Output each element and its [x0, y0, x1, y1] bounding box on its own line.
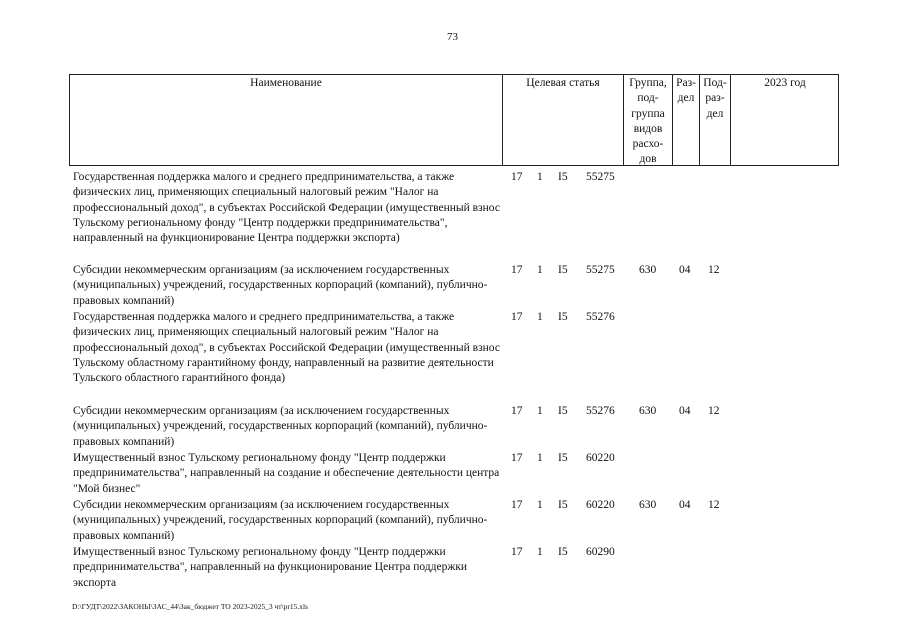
target-code-project: I5: [558, 311, 568, 323]
target-code-direction: 55276: [586, 405, 615, 417]
subsection-code: 12: [708, 264, 720, 276]
subsection-code: 12: [708, 499, 720, 511]
target-code-direction: 55275: [586, 264, 615, 276]
section-code: 04: [679, 405, 691, 417]
target-code-subprogram: 1: [537, 452, 543, 464]
header-subsection: [700, 76, 730, 122]
target-code-program: 17: [511, 452, 523, 464]
row-name: Государственная поддержка малого и среднего предпринимательства, а также физических лиц, применяющих специальный налоговый режим "Налог на профессиональный доход", в субъектах Российской Федерации (имущественный взнос Тульскому региональному фонду "Центр поддержки предпринимательства", направленный на функционирование Центра поддержки экспорта): [73, 171, 500, 245]
target-code-direction: 60290: [586, 546, 615, 558]
target-code-direction: 60220: [586, 452, 615, 464]
target-code-program: 17: [511, 499, 523, 511]
section-code: 04: [679, 264, 691, 276]
target-code-program: 17: [511, 264, 523, 276]
target-code-direction: 60220: [586, 499, 615, 511]
header-expense-group-line: группа: [631, 107, 665, 120]
header-section: [673, 76, 699, 107]
header-expense-group-line: Группа,: [629, 77, 667, 89]
file-path-footer: D:\ГУДТ\2022\ЗАКОНЫ\ЗАС_44\Зак_бюджет ТО 2023-2025_3 чт\pr15.xls: [72, 602, 308, 611]
header-expense-group-line: дов: [639, 153, 657, 166]
page-number: 73: [447, 31, 458, 43]
header-section-line: дел: [677, 92, 695, 105]
header-section-line: Раз-: [676, 77, 696, 89]
header-expense-group-line: видов: [633, 122, 663, 135]
header-expense-group: [624, 76, 672, 168]
header-expense-group-line: под-: [637, 92, 659, 105]
target-code-project: I5: [558, 546, 568, 558]
header-target-article: Целевая статья: [526, 77, 600, 89]
expense-group-code: 630: [639, 405, 657, 417]
header-year: 2023 год: [764, 77, 806, 89]
row-name: Имущественный взнос Тульскому региональному фонду "Центр поддержки предпринимательства", направленный на функционирование Центра поддержки экспорта: [73, 546, 468, 589]
target-code-program: 17: [511, 546, 523, 558]
header-expense-group-line: расхо-: [632, 138, 664, 151]
target-code-program: 17: [511, 171, 523, 183]
row-name: Государственная поддержка малого и среднего предпринимательства, а также физических лиц, применяющих специальный налоговый режим "Налог на профессиональный доход", в субъектах Российской Федерации (имущественный взнос Тульскому областному гарантийному фонду, направленный на развитие деятельности Тульского областного гарантийного фонда): [73, 311, 500, 385]
row-name: Имущественный взнос Тульскому региональному фонду "Центр поддержки предпринимательства", направленный на создание и обеспечение деятельности центра "Мой бизнес": [73, 452, 500, 495]
row-name: Субсидии некоммерческим организациям (за исключением государственных (муниципальных) учреждений, государственных корпораций (компаний), публично-правовых компаний): [73, 499, 488, 542]
subsection-code: 12: [708, 405, 720, 417]
header-name: Наименование: [250, 77, 322, 89]
target-code-direction: 55275: [586, 171, 615, 183]
row-name: Субсидии некоммерческим организациям (за исключением государственных (муниципальных) учреждений, государственных корпораций (компаний), публично-правовых компаний): [73, 405, 488, 448]
expense-group-code: 630: [639, 499, 657, 511]
target-code-project: I5: [558, 452, 568, 464]
target-code-project: I5: [558, 405, 568, 417]
target-code-project: I5: [558, 171, 568, 183]
target-code-subprogram: 1: [537, 171, 543, 183]
header-subsection-line: Под-: [703, 77, 727, 89]
target-code-program: 17: [511, 311, 523, 323]
target-code-subprogram: 1: [537, 546, 543, 558]
target-code-subprogram: 1: [537, 405, 543, 417]
target-code-program: 17: [511, 405, 523, 417]
target-code-subprogram: 1: [537, 499, 543, 511]
target-code-subprogram: 1: [537, 311, 543, 323]
header-subsection-line: дел: [706, 107, 724, 120]
header-subsection-line: раз-: [705, 92, 725, 105]
target-code-subprogram: 1: [537, 264, 543, 276]
section-code: 04: [679, 499, 691, 511]
target-code-project: I5: [558, 499, 568, 511]
expense-group-code: 630: [639, 264, 657, 276]
row-name: Субсидии некоммерческим организациям (за исключением государственных (муниципальных) учреждений, государственных корпораций (компаний), публично-правовых компаний): [73, 264, 488, 307]
target-code-direction: 55276: [586, 311, 615, 323]
target-code-project: I5: [558, 264, 568, 276]
